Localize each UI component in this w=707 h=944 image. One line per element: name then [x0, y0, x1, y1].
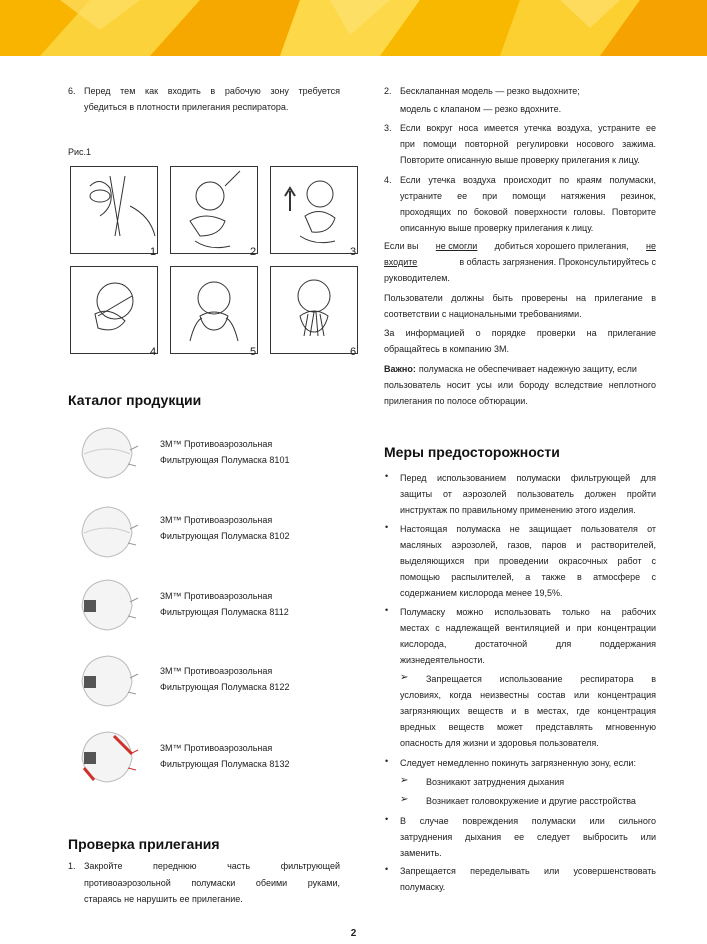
item6-number: 6.	[68, 86, 76, 96]
bullet-3-line1: Полумаску можно использовать только на рабочих	[400, 607, 656, 617]
para3-line2: обращайтесь в компанию 3М.	[384, 344, 509, 354]
para1-text-c: в область загрязнения. Проконсультируйтесь с	[459, 257, 656, 267]
product-8132-line1: 3M™ Противоаэрозольная	[160, 743, 273, 753]
fig-number-5: 5	[250, 346, 257, 358]
fit1-number: 1.	[68, 861, 76, 871]
fit-figure-6	[270, 266, 358, 354]
product-8101-line2: Фильтрующая Полумаска 8101	[160, 455, 290, 465]
arrow-3-marker: ➢	[400, 794, 409, 805]
arrow-3-line1: Возникает головокружение и другие расстройства	[426, 796, 636, 806]
product-8112-line2: Фильтрующая Полумаска 8112	[160, 607, 289, 617]
item2-number: 2.	[384, 86, 392, 96]
bullet-2-line4: помощью распылителей, а также в атмосфере с	[400, 572, 656, 582]
para1-underline-1: не смогли	[435, 241, 478, 251]
bullet-2-line1: Настоящая полумаска не защищает пользователя от	[400, 524, 656, 534]
item4-line3: проходящих по боковой поверхности головы. Повторите	[400, 207, 656, 217]
arrow-1-line3: загрязняющих веществ и в местах, где концентрация	[400, 706, 656, 716]
fig-number-2: 2	[250, 246, 257, 258]
bullet-2-line3: выделяющихся при проведении окрасочных работ с	[400, 556, 656, 566]
bullet-3-line2: местах с надлежащей вентиляцией и при концентрации	[400, 623, 656, 633]
product-image-8122	[74, 652, 140, 710]
arrow-1-line5: опасность для жизни и здоровья пользователя.	[400, 738, 599, 748]
product-8102-line2: Фильтрующая Полумаска 8102	[160, 531, 290, 541]
arrow-1-line1: Запрещается использование респиратора в	[426, 674, 656, 684]
para1-underline-2: не	[646, 241, 656, 251]
bullet-5-line3: заменить.	[400, 848, 442, 858]
bullet-1-marker: •	[385, 471, 389, 481]
para2-line1: Пользователи должны быть проверены на прилегание в	[384, 293, 656, 303]
product-image-8132	[74, 728, 140, 786]
product-image-8101	[74, 424, 140, 482]
product-8122-line2: Фильтрующая Полумаска 8122	[160, 682, 290, 692]
bullet-4-marker: •	[385, 756, 389, 766]
item3-line2: при помощи повторной регулировки носового зажима.	[400, 139, 656, 149]
item4-line4: описанную выше проверку прилегания к лицу.	[400, 223, 594, 233]
item2-line1: Бесклапанная модель — резко выдохните;	[400, 86, 580, 96]
item3-number: 3.	[384, 123, 392, 133]
arrow-1-marker: ➢	[400, 672, 409, 683]
fig-number-1: 1	[150, 246, 157, 258]
bullet-1-line1: Перед использованием полумаски фильтрующей для	[400, 473, 656, 483]
fit-figure-5	[170, 266, 258, 354]
product-8102-line1: 3M™ Противоаэрозольная	[160, 515, 273, 525]
important-line2: пользователь носит усы или бороду вследствие неплотного	[384, 380, 656, 390]
bullet-2-marker: •	[385, 522, 389, 532]
arrow-1-line4: вредных веществ может представлять мгновенную	[400, 722, 656, 732]
precautions-heading: Меры предосторожности	[384, 444, 560, 460]
item4-line2: устраните ее при помощи натяжения резинок,	[400, 191, 656, 201]
fit1-line1: Закройте переднюю часть фильтрующей	[84, 861, 340, 871]
para1-text-b: добиться хорошего прилегания,	[494, 241, 629, 251]
arrow-2-marker: ➢	[400, 775, 409, 786]
fit1-line3: стараясь не нарушить ее прилегание.	[84, 894, 243, 904]
para1-line1	[384, 238, 656, 254]
product-image-8112	[74, 576, 140, 634]
product-image-8102	[74, 503, 140, 561]
bullet-5-line1: В случае повреждения полумаски или сильного	[400, 816, 656, 826]
para1-underline-3: входите	[384, 257, 418, 267]
bullet-6-marker: •	[385, 864, 389, 874]
fig-number-6: 6	[350, 346, 357, 358]
important-line3: прилегания по полосе обтюрации.	[384, 396, 528, 406]
item4-line1: Если утечка воздуха происходит по краям полумаски,	[400, 175, 656, 185]
para1-text-a: Если вы	[384, 241, 419, 251]
bullet-2-line5: содержанием кислорода менее 19,5%.	[400, 588, 563, 598]
figure-caption: Рис.1	[68, 147, 92, 157]
item6-line2: убедиться в плотности прилегания респиратора.	[84, 102, 289, 112]
bullet-3-line4: жизнедеятельности.	[400, 655, 485, 665]
fit-figure-1	[70, 166, 158, 254]
arrow-2-line1: Возникают затруднения дыхания	[426, 777, 565, 787]
bullet-6-line1: Запрещается переделывать или усовершенствовать	[400, 866, 656, 876]
bullet-3-line3: кислорода, достаточной для поддержания	[400, 639, 656, 649]
para3-line1: За информацией о порядке проверки на прилегание	[384, 328, 656, 338]
product-8122-line1: 3M™ Противоаэрозольная	[160, 666, 273, 676]
item3-line3: Повторите описанную выше проверку прилегания к лицу.	[400, 155, 640, 165]
fit-figure-2	[170, 166, 258, 254]
fit-figure-4	[70, 266, 158, 354]
para2-line2: соответствии с национальными требованиями.	[384, 309, 582, 319]
bullet-2-line2: масляных аэрозолей, газов, паров и растворителей,	[400, 540, 656, 550]
para1-line2	[384, 254, 656, 270]
bullet-3-marker: •	[385, 605, 389, 615]
catalog-heading: Каталог продукции	[68, 392, 202, 408]
header-banner	[0, 0, 707, 56]
important-text: полумаска не обеспечивает надежную защиту, если	[418, 364, 637, 374]
bullet-4-line1: Следует немедленно покинуть загрязненную зону, если:	[400, 758, 636, 768]
important-label: Важно:	[384, 364, 416, 374]
fig-number-4: 4	[150, 346, 157, 358]
para1-line3: руководителем.	[384, 273, 450, 283]
fit-figure-3	[270, 166, 358, 254]
product-8132-line2: Фильтрующая Полумаска 8132	[160, 759, 290, 769]
fit1-line2: противоаэрозольной полумаски обеими руками,	[84, 878, 340, 888]
bullet-6-line2: полумаску.	[400, 882, 446, 892]
item3-line1: Если вокруг носа имеется утечка воздуха, устраните ее	[400, 123, 656, 133]
product-8101-line1: 3M™ Противоаэрозольная	[160, 439, 273, 449]
fit-check-heading: Проверка прилегания	[68, 836, 220, 852]
item2-line2: модель с клапаном — резко вдохните.	[400, 104, 562, 114]
bullet-5-marker: •	[385, 814, 389, 824]
item4-number: 4.	[384, 175, 392, 185]
page-number: 2	[350, 928, 357, 939]
important-line1	[384, 361, 656, 377]
fig-number-3: 3	[350, 246, 357, 258]
item6-line1: Перед тем как входить в рабочую зону требуется	[84, 86, 340, 96]
bullet-1-line3: инструктаж по правильному применению этого изделия.	[400, 505, 636, 515]
bullet-1-line2: защиты от аэрозолей пользователь должен пройти	[400, 489, 656, 499]
bullet-5-line2: затруднения дыхания ее следует выбросить или	[400, 832, 656, 842]
product-8112-line1: 3M™ Противоаэрозольная	[160, 591, 273, 601]
arrow-1-line2: условиях, когда неизвестны состав или концентрация	[400, 690, 656, 700]
